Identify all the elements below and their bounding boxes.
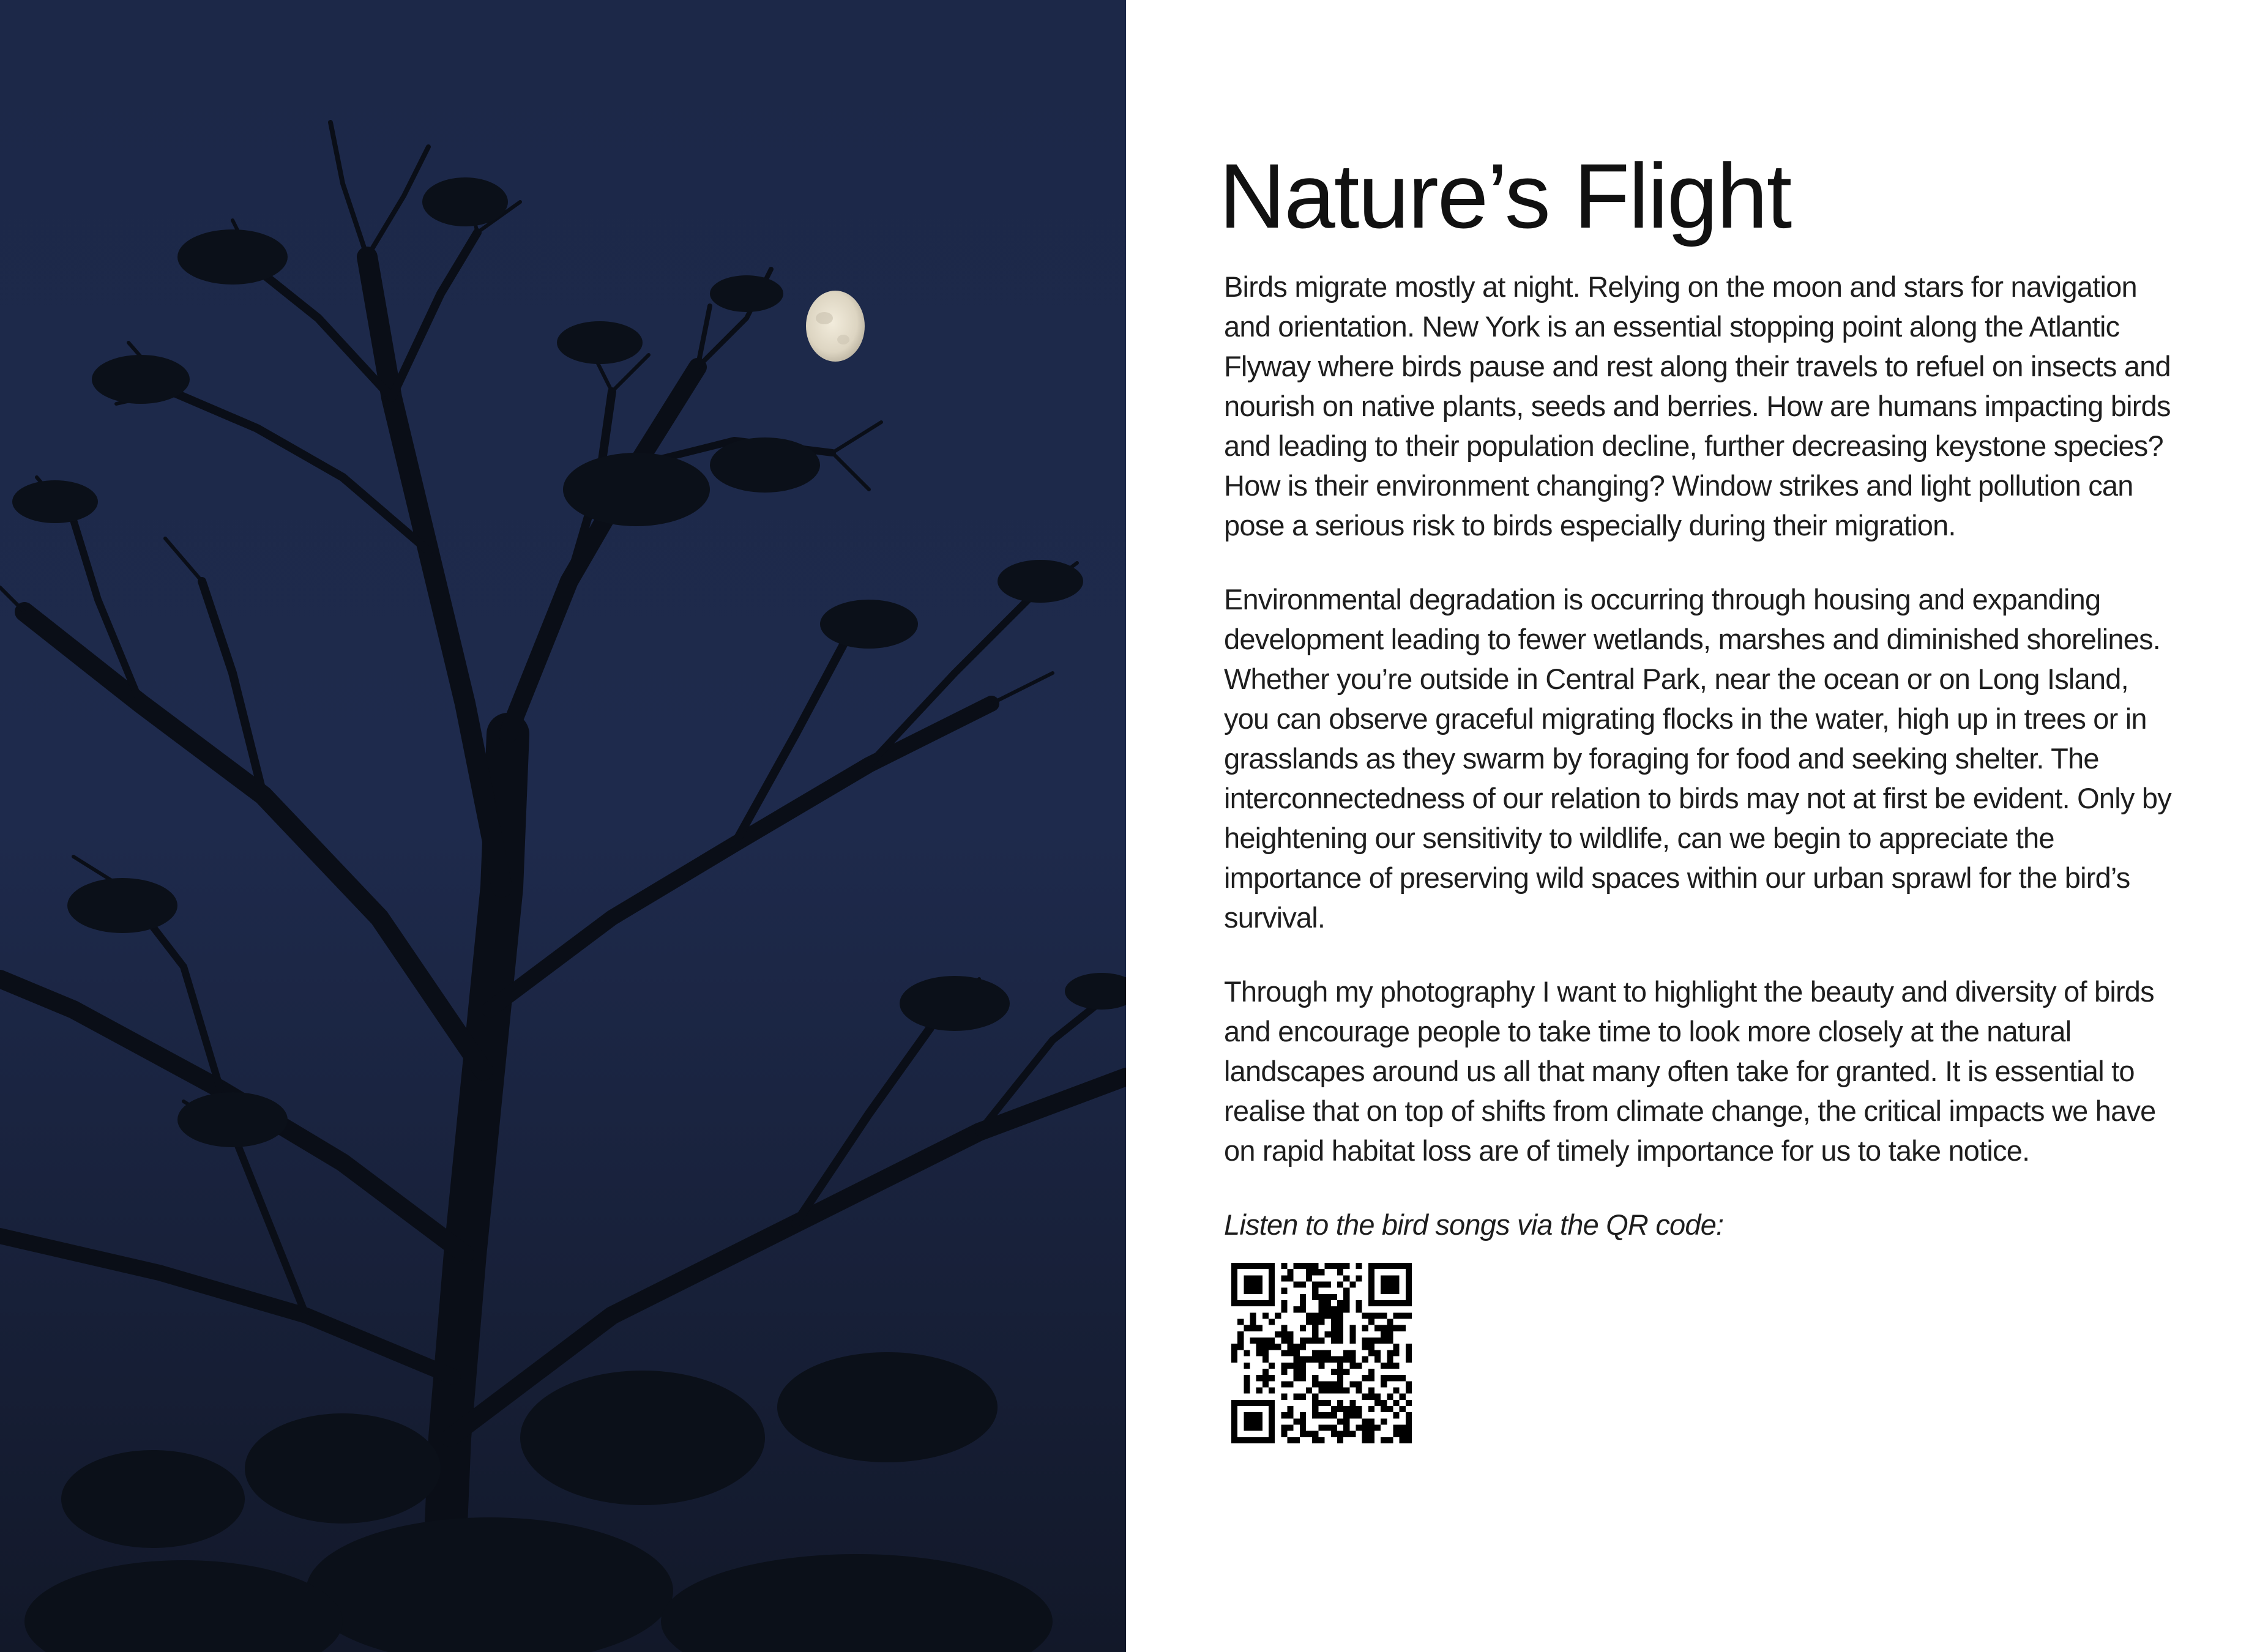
qr-caption: Listen to the bird songs via the QR code: xyxy=(1224,1208,1724,1241)
paragraph-2: Environmental degradation is occurring through housing and expanding development leading to fewer wetlands, marshes and diminished shorelines. Whether you’re outside in Central Park, near the ocean or on Long Island, you can observe graceful migrating flocks in the water, high up in trees or in grasslands as they swarm by foraging for food and seeking shelter. The interconnectedness of our relation to birds may not at first be evident. Only by heightening our sensitivity to wildlife, can we begin to appreciate the importance of preserving wild spaces within our urban sprawl for the bird’s survival. xyxy=(1224,583,2171,934)
paragraph-3: Through my photography I want to highlight the beauty and diversity of birds and encourage people to take time to look more closely at the natural landscapes around us all that many often take for granted. It is essential to realise that on top of shifts from climate change, the critical impacts we have on rapid habitat loss are of timely importance for us to take notice. xyxy=(1224,975,2156,1167)
moon-icon xyxy=(806,291,865,362)
article xyxy=(1219,144,2179,1443)
qr-code-icon[interactable] xyxy=(1231,1263,1412,1443)
page-title: Nature’s Flight xyxy=(1219,144,1791,247)
paragraph-1: Birds migrate mostly at night. Relying on the moon and stars for navigation and orientation. New York is an essential stopping point along the Atlantic Flyway where birds pause and rest along their travels to refuel on insects and nourish on native plants, seeds and berries. How are humans impacting birds and leading to their population decline, further decreasing keystone species? How is their environment changing? Window strikes and light pollution can pose a serious risk to birds especially during their migration. xyxy=(1224,270,2171,541)
